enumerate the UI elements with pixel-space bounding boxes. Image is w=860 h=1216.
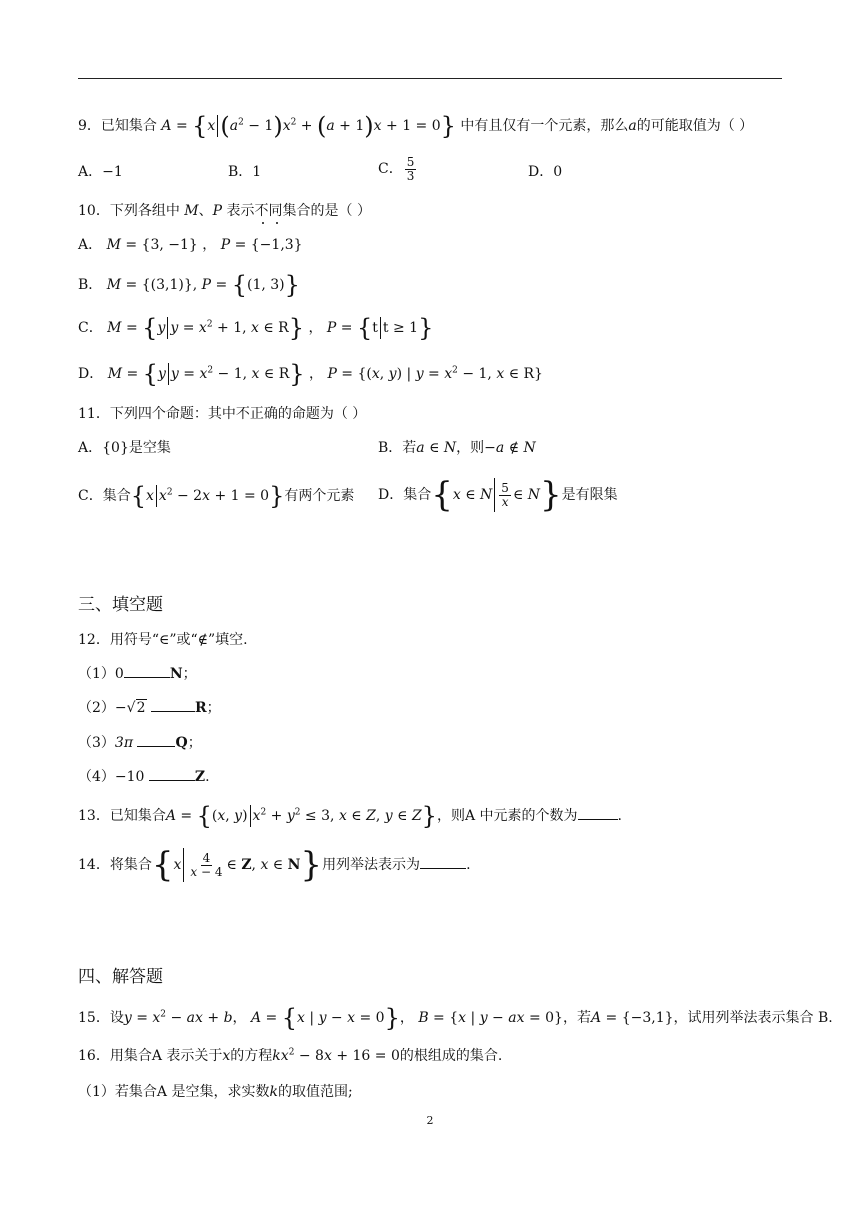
question-10-option-c: C． M = {y $y = x^2 + 1$, x ∈ R} ， P = {t t ≥ 1} [78,314,434,342]
question-11-row-2: C．集合{x $x^2 - 2x + 1 = 0$}有两个元素 D．集合{x ∈ N $\frac{5}{x}$ ∈ N}是有限集 [78,475,618,515]
question-12-item-2: （2）−√2 R； [78,700,221,716]
section-4-title: 四、解答题 [78,967,163,987]
question-9: 9．已知集合 A = {x $(a^2 - 1)x^2 + (a + 1)x + 1 = 0$} 中有且仅有一个元素，那么a的可能取值为（ ） [78,112,754,140]
question-11-row-1: A．{0}是空集 B．若a ∈ N，则−a ∉ N [78,440,536,456]
question-10-option-a: A． M = {3, −1} ， P = {−1,3} [78,237,303,253]
question-11: 11．下列四个命题：其中不正确的命题为（ ） [78,406,367,422]
question-13: 13．已知集合A = {(x, y) $x^2 + y^2 \le 3$, x ∈ Z, y ∈ Z}，则A 中元素的个数为 . [78,802,622,830]
page-number: 2 [426,1114,434,1127]
question-12-item-1: （1）0 N； [78,666,197,682]
section-3-title: 三、填空题 [78,595,163,615]
question-12-item-4: （4）−10 Z. [78,769,210,785]
question-9-options: A．−1 B．1 C． $\frac{5}{3}$ D．0 [78,155,563,183]
question-10: 10．下列各组中 M、P 表示不同集合的是（ ） [78,203,371,219]
question-12-item-3: （3）3π Q； [78,735,202,751]
question-16-sub-1: （1）若集合A 是空集，求实数k的取值范围; [78,1084,353,1100]
question-10-option-b: B． M = {(3,1)}, P = {(1, 3)} [78,271,300,299]
question-14: 14．将集合{x $\frac{4}{x - 4}$ ∈ Z, x ∈ N}用列举法表示为 . [78,845,471,885]
question-10-option-d: D． M = {y $y = x^2 - 1$, x ∈ R} ， P = {(x, y) | $y = x^2 - 1$, x ∈ R} [78,360,543,388]
question-16: 16．用集合A 表示关于x的方程$kx^2 - 8x + 16 = 0$的根组成的集合. [78,1047,503,1064]
question-12: 12．用符号“∈”或“∉”填空. [78,632,248,648]
question-15: 15．设$y = x^2$ − ax + b， A = {x | y − x = 0}， B = {x | y − ax = 0}，若A = {−3,1}，试用列举法表示集合 B. [78,1004,833,1032]
header-rule [78,78,782,79]
